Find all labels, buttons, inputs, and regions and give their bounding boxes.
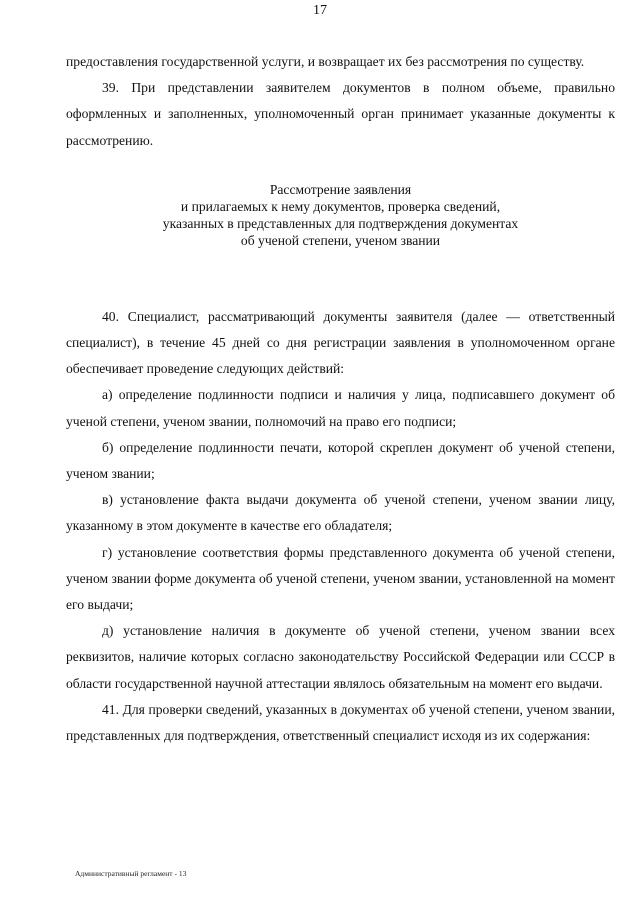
- list-item-g: г) установление соответствия формы представленного документа об ученой степени, ученом звании форме документа об ученой степени, ученом звании, установленной на момент его выдачи;: [66, 544, 615, 613]
- heading-line: указанных в представленных для подтверждения документах: [162, 215, 519, 231]
- page-number: 17: [313, 3, 327, 18]
- paragraph-39: 39. При представлении заявителем документов в полном объеме, правильно оформленных и заполненных, уполномоченный орган принимает указанные документы к рассмотрению.: [66, 80, 615, 148]
- paragraph-41: 41. Для проверки сведений, указанных в документах об ученой степени, ученом звании, представленных для подтверждения, ответственный специалист исходя из их содержания:: [66, 701, 615, 744]
- list-item-b: б) определение подлинности печати, которой скреплен документ об ученой степени, ученом звании;: [66, 439, 615, 482]
- paragraph-40: 40. Специалист, рассматривающий документы заявителя (далее — ответственный специалист), в течение 45 дней со дня регистрации заявления в уполномоченном органе обеспечивает проведение следующих действий:: [66, 308, 615, 377]
- paragraph-continuation: предоставления государственной услуги, и возвращает их без рассмотрения по существу.: [66, 54, 585, 69]
- list-item-v: в) установление факта выдачи документа об ученой степени, ученом звании лицу, указанному в этом документе в качестве его обладателя;: [66, 492, 615, 534]
- heading-line: Рассмотрение заявления: [269, 181, 412, 197]
- heading-line: и прилагаемых к нему документов, проверка сведений,: [180, 198, 501, 214]
- list-item-d: д) установление наличия в документе об ученой степени, ученом звании всех реквизитов, наличие которых согласно законодательству Российской Федерации или СССР в области государственной научной аттестации являлось обязательным на момент его выдачи.: [66, 623, 615, 691]
- document-body: [66, 49, 615, 749]
- footer-label: Административный регламент - 13: [75, 869, 187, 878]
- heading-line: об ученой степени, ученом звании: [240, 232, 441, 248]
- list-item-a: а) определение подлинности подписи и наличия у лица, подписавшего документ об ученой степени, ученом звании, полномочий на право его подписи;: [66, 387, 615, 429]
- section-heading: [66, 181, 615, 249]
